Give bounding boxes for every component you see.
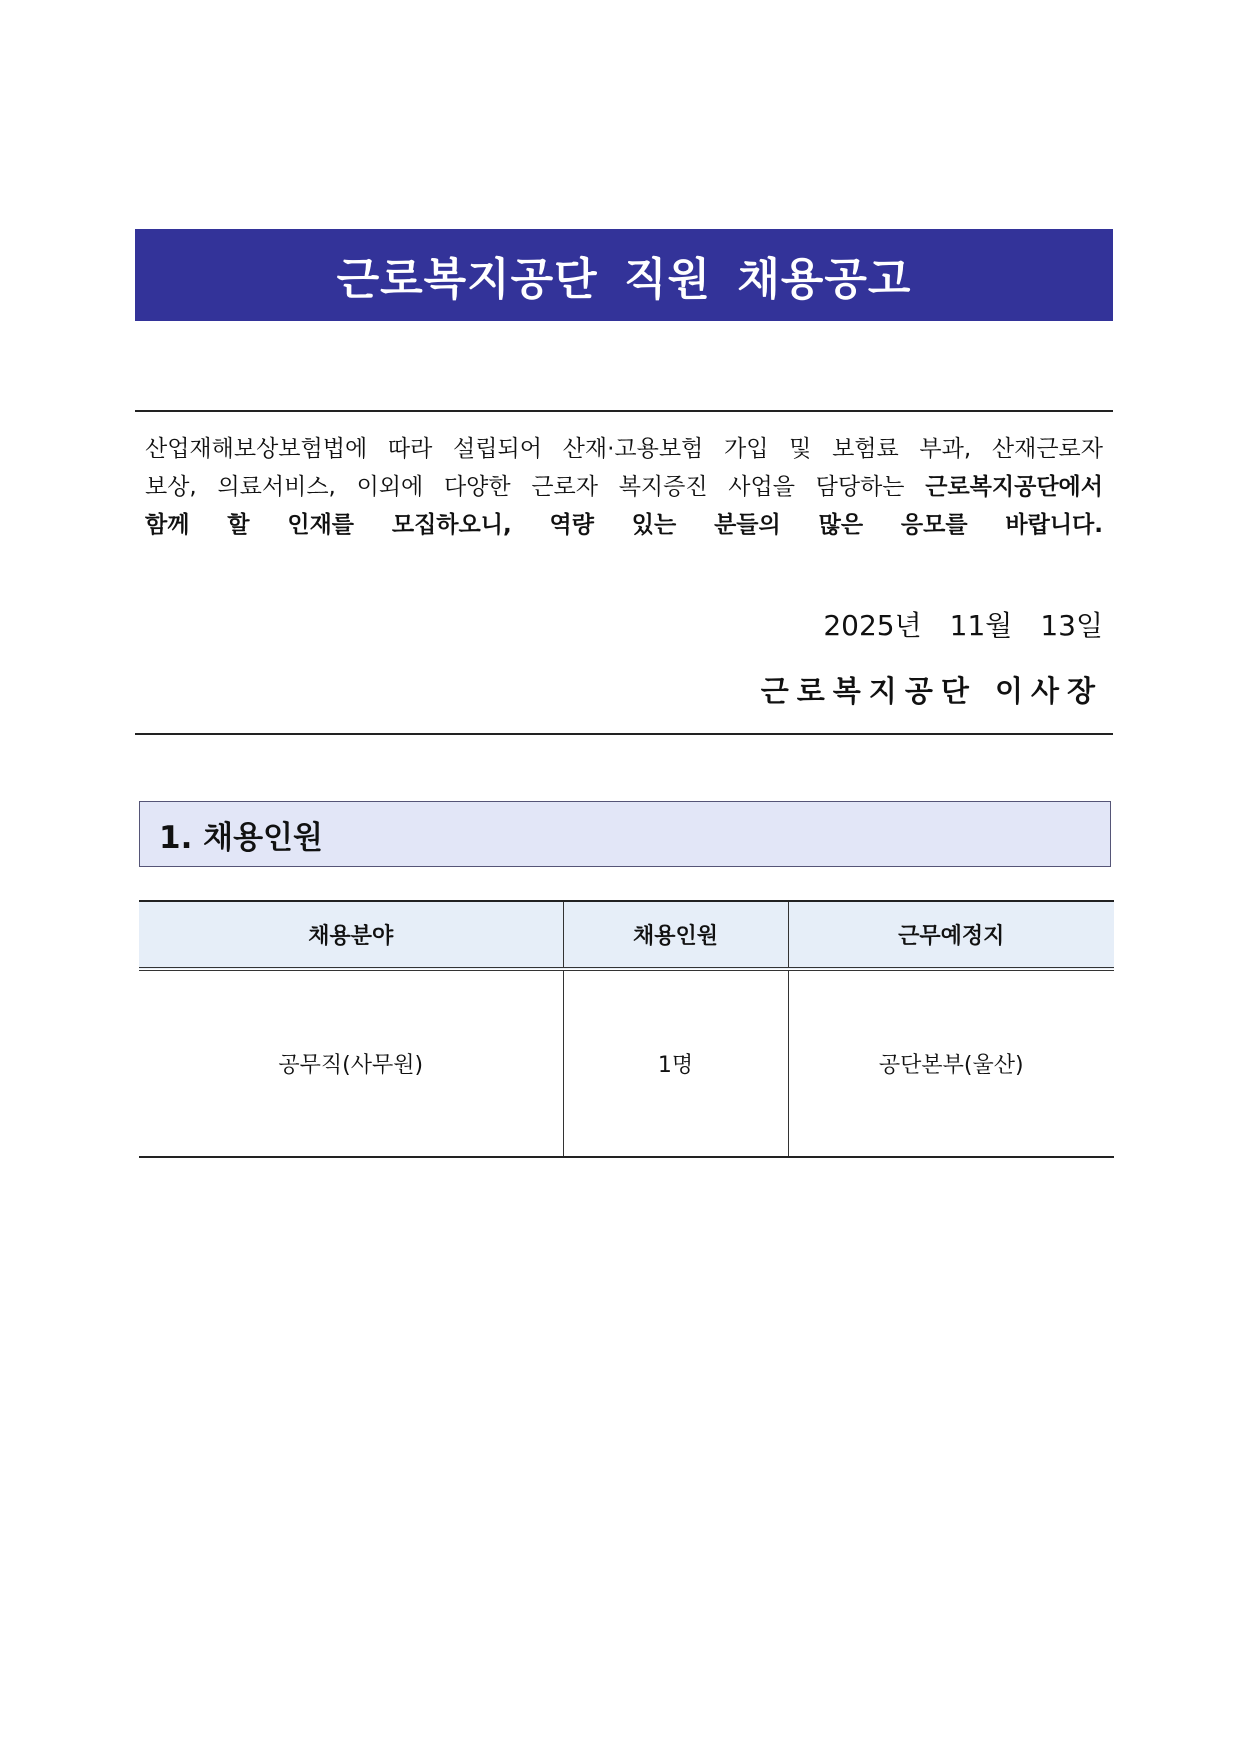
bottom-divider — [135, 733, 1113, 735]
table-cell-location: 공단본부(울산) — [788, 969, 1114, 1157]
table-header-row — [139, 901, 1114, 969]
intro-line-3 — [145, 506, 1103, 544]
intro-line-1: 산업재해보상보험법에 따라 설립되어 산재·고용보험 가입 및 보험료 부과, 산재근로자 — [145, 436, 1103, 462]
intro-line-2 — [145, 468, 1103, 506]
intro-line-2-text: 보상, 의료서비스, 이외에 다양한 근로자 복지증진 사업을 담당하는 — [145, 474, 926, 500]
table-header-count: 채용인원 — [563, 901, 788, 969]
date-month: 11월 — [949, 609, 1013, 642]
page-title: 근로복지공단 직원 채용공고 — [135, 229, 1113, 321]
intro-line-3-bold: 함께 할 인재를 모집하오니, 역량 있는 분들의 많은 응모를 바랍니다. — [145, 512, 1103, 538]
table-cell-field: 공무직(사무원) — [139, 969, 563, 1157]
section-heading — [139, 801, 1111, 867]
intro-paragraph — [145, 430, 1103, 544]
section-title: 1. 채용인원 — [159, 819, 323, 856]
date-year: 2025년 — [823, 609, 922, 642]
table-header-location: 근무예정지 — [788, 901, 1114, 969]
recruitment-table — [139, 900, 1114, 1158]
table-row — [139, 969, 1114, 1157]
date-day: 13일 — [1040, 609, 1103, 642]
table-header-field: 채용분야 — [139, 901, 563, 969]
intro-line-2-bold: 근로복지공단에서 — [925, 474, 1103, 500]
top-divider — [135, 410, 1113, 412]
signer: 근로복지공단 이사장 — [760, 674, 1103, 708]
announcement-date — [823, 604, 1103, 644]
table-cell-count: 1명 — [563, 969, 788, 1157]
